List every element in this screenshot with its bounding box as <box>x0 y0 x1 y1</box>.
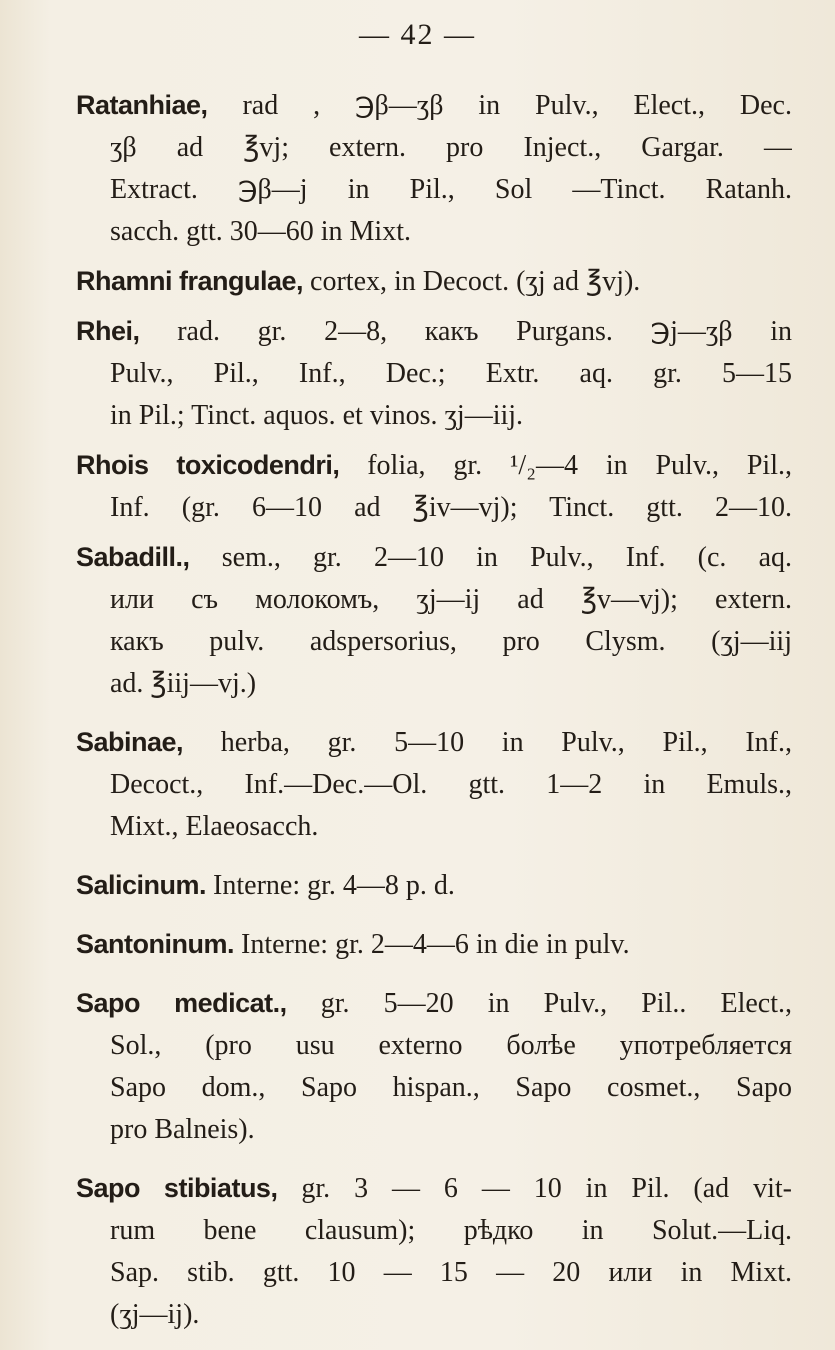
entry-text: herba, gr. 5—10 in Pulv., Pil., Inf., <box>183 727 792 758</box>
entry-text: rad. gr. 2—8, какъ Purgans. ℈j—ʒβ in <box>139 316 792 347</box>
entry-first-line <box>76 310 792 353</box>
entry-heading: Rhamni frangulae, <box>76 266 304 296</box>
entry-first-line <box>76 923 792 966</box>
entry-text: Interne: gr. 2—4—6 in die in pulv. <box>234 929 630 960</box>
entry-first-line <box>76 864 792 907</box>
entry-ratanhiae <box>76 84 792 253</box>
entry-first-line <box>76 1167 792 1210</box>
entry-continuation-line: ad. ℥iij—vj.) <box>110 668 257 699</box>
entry-text: sem., gr. 2—10 in Pulv., Inf. (c. aq. <box>189 542 792 573</box>
entry-continuation-line: in Pil.; Tinct. aquos. et vinos. ʒj—iij. <box>110 400 524 431</box>
entry-continuation-line: Extract. ℈β—j in Pil., Sol —Tinct. Ratanh. <box>110 174 792 205</box>
entry-continuation-line: (ʒj—ij). <box>110 1299 200 1330</box>
entry-heading: Ratanhiae, <box>76 90 208 120</box>
entry-first-line <box>76 536 792 579</box>
entry-continuation-line: sacch. gtt. 30—60 in Mixt. <box>110 216 411 247</box>
entry-heading: Sapo medicat., <box>76 988 287 1018</box>
entry-text: cortex, in Decoct. (ʒj ad ℥vj). <box>303 266 641 297</box>
entry-list <box>76 84 792 1343</box>
entry-continuation-line: Sap. stib. gtt. 10 — 15 — 20 или in Mixt. <box>110 1257 792 1288</box>
entry-continuation-line: rum bene clausum); рѣдко in Solut.—Liq. <box>110 1215 792 1246</box>
entry-first-line <box>76 444 792 487</box>
entry-text: rad , ℈β—ʒβ in Pulv., Elect., Dec. <box>207 90 792 121</box>
entry-heading: Rhei, <box>76 316 140 346</box>
entry-continuation-line: Decoct., Inf.—Dec.—Ol. gtt. 1—2 in Emuls., <box>110 769 792 800</box>
entry-text: gr. 3 — 6 — 10 in Pil. (ad vit- <box>277 1173 792 1204</box>
entry-rhois-toxicodendri <box>76 444 792 529</box>
entry-continuation-line: Sapo dom., Sapo hispan., Sapo cosmet., Sapo <box>110 1072 792 1103</box>
entry-heading: Salicinum. <box>76 870 207 900</box>
entry-continuation-line: Inf. (gr. 6—10 ad ℥iv—vj); Tinct. gtt. 2—10. <box>110 492 792 523</box>
entry-continuation-line: Pulv., Pil., Inf., Dec.; Extr. aq. gr. 5—15 <box>110 358 792 389</box>
entry-continuation-line: Mixt., Elaeosacch. <box>110 811 319 842</box>
entry-first-line <box>76 982 792 1025</box>
entry-first-line <box>76 84 792 127</box>
entry-santoninum <box>76 923 792 966</box>
entry-sabinae <box>76 721 792 848</box>
entry-sapo-stibiatus <box>76 1167 792 1336</box>
page-number: — 42 — <box>359 18 476 51</box>
entry-sabadill <box>76 536 792 705</box>
entry-text: folia, gr. ¹/₂—4 in Pulv., Pil., <box>339 450 792 481</box>
entry-continuation-line: Sol., (pro usu externo болѣе употребляется <box>110 1030 792 1061</box>
entry-continuation-line: или съ молокомъ, ʒj—ij ad ℥v—vj); extern. <box>110 584 792 615</box>
entry-salicinum <box>76 864 792 907</box>
entry-heading: Santoninum. <box>76 929 234 959</box>
entry-heading: Sabadill., <box>76 542 190 572</box>
entry-text: Interne: gr. 4—8 p. d. <box>206 870 455 901</box>
entry-continuation-line: pro Balneis). <box>110 1114 255 1145</box>
entry-heading: Sabinae, <box>76 727 184 757</box>
entry-first-line <box>76 260 792 303</box>
entry-text: gr. 5—20 in Pulv., Pil.. Elect., <box>286 988 792 1019</box>
entry-heading: Rhois toxicodendri, <box>76 450 340 480</box>
entry-continuation-line: ʒβ ad ℥vj; extern. pro Inject., Gargar. — <box>110 132 792 163</box>
entry-heading: Sapo stibiatus, <box>76 1173 278 1203</box>
entry-rhamni-frangulae <box>76 260 792 303</box>
entry-continuation-line: какъ pulv. adspersorius, pro Clysm. (ʒj—iij <box>110 626 792 657</box>
entry-first-line <box>76 721 792 764</box>
entry-sapo-medicat <box>76 982 792 1151</box>
entry-rhei <box>76 310 792 437</box>
